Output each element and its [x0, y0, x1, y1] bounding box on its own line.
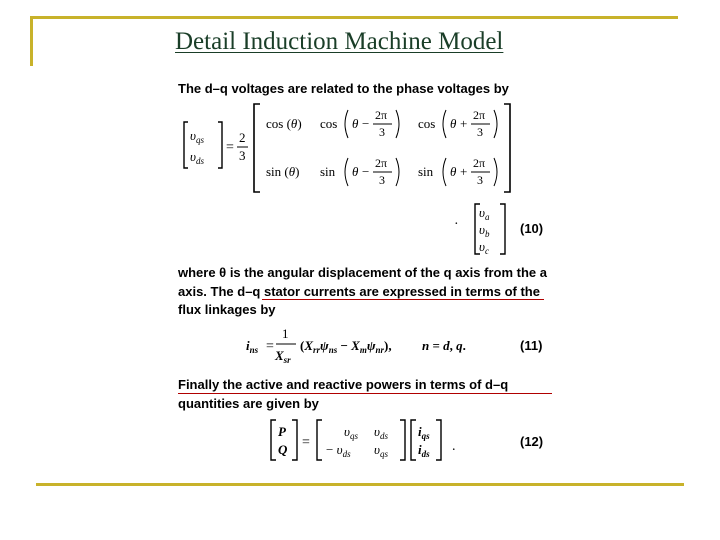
- svg-text:3: 3: [239, 148, 246, 163]
- red-underline-1: [262, 299, 544, 300]
- top-border-line: [30, 16, 678, 19]
- svg-text:(Xrrψns − Xmψnr),: $(X_{rr}\psi_{ns} - X_m\psi_{nr})$,: [300, 338, 392, 355]
- left-border-line: [30, 16, 33, 66]
- after-eq11-text: Finally the active and reactive powers in terms of d–q quantities are given by: [178, 377, 509, 411]
- eq10-rhs-vector: [475, 204, 505, 256]
- svg-text:Q: Q: [278, 442, 288, 457]
- svg-text:3: 3: [477, 125, 483, 139]
- svg-text:υds: $\upsilon_{ds}$: [190, 149, 204, 166]
- svg-text:.: .: [452, 439, 456, 454]
- svg-text:υb: $\upsilon_b$: [479, 222, 490, 239]
- svg-text:ids: $i_{ds}$: [418, 442, 430, 459]
- svg-text:θ: θ: [352, 164, 359, 179]
- svg-text:3: 3: [477, 173, 483, 187]
- svg-text:·: ·: [454, 217, 459, 232]
- svg-text:=: =: [226, 140, 234, 155]
- bottom-border-line: [36, 483, 684, 486]
- svg-text:cos: cos: [320, 116, 338, 131]
- svg-text:υa: $\upsilon_a$: [479, 205, 490, 222]
- after-eq10-text: where θ is the angular displacement of the q axis from the a axis. The d–q stator currents are expressed in terms of the flux linkages by: [178, 265, 547, 317]
- svg-text:θ: θ: [450, 116, 457, 131]
- svg-text:sin: sin: [418, 164, 434, 179]
- svg-text:=: =: [266, 339, 274, 354]
- eq12-number: (12): [520, 434, 544, 449]
- svg-text:+: +: [460, 116, 468, 131]
- svg-text:2π: 2π: [473, 156, 486, 170]
- svg-text:2π: 2π: [375, 108, 388, 122]
- svg-text:+: +: [460, 164, 468, 179]
- svg-text:sin (θ): sin (θ): [266, 164, 300, 179]
- intro-paragraph: [178, 80, 548, 99]
- svg-text:υqs: $\upsilon_{qs}$: [374, 442, 388, 459]
- svg-text:−: −: [362, 164, 370, 179]
- svg-text:θ: θ: [352, 116, 359, 131]
- intro-text: The d–q voltages are related to the phase voltages by: [178, 81, 509, 96]
- equation-10: [178, 100, 558, 260]
- eq10-factor: [237, 130, 248, 163]
- svg-text:2π: 2π: [375, 156, 388, 170]
- svg-text:P: P: [278, 424, 286, 439]
- svg-text:sin: sin: [320, 164, 336, 179]
- svg-text:−: −: [362, 116, 370, 131]
- equation-11: [178, 320, 558, 370]
- svg-text:υqs: $\upsilon_{qs}$: [190, 128, 204, 145]
- svg-text:2: 2: [239, 130, 246, 145]
- slide-title: Detail Induction Machine Model: [175, 28, 504, 55]
- svg-text:cos: cos: [418, 116, 436, 131]
- svg-text:2π: 2π: [473, 108, 486, 122]
- svg-text:3: 3: [379, 173, 385, 187]
- eq12-lhs-vector: [271, 420, 297, 460]
- equation-12: [258, 414, 558, 464]
- eq10-matrix-row-1: [266, 108, 497, 139]
- svg-text:θ: θ: [450, 164, 457, 179]
- after-eq11-paragraph: [178, 376, 548, 413]
- eq12-matrix: [317, 420, 405, 460]
- svg-text:=: =: [302, 435, 310, 450]
- after-eq10-paragraph: [178, 264, 548, 320]
- eq10-number: (10): [520, 221, 544, 236]
- eq11-number: (11): [520, 338, 543, 353]
- svg-text:3: 3: [379, 125, 385, 139]
- eq10-lhs-vector: [184, 122, 222, 168]
- svg-text:υqs: $\upsilon_{qs}$: [344, 424, 358, 441]
- svg-text:cos (θ): cos (θ): [266, 116, 302, 131]
- svg-text:n = d, q.: n = d, q.: [422, 338, 466, 353]
- svg-text:iqs: $i_{qs}$: [418, 424, 430, 441]
- svg-text:ins: $i_{ns}$: [246, 338, 259, 355]
- svg-text:υc: $\upsilon_c$: [479, 239, 489, 256]
- svg-text:υds: $\upsilon_{ds}$: [374, 424, 388, 441]
- svg-text:1: 1: [282, 326, 289, 341]
- svg-text:− υds: − $\upsilon_{ds}$: [326, 442, 351, 459]
- eq10-matrix-row-2: [266, 156, 497, 187]
- eq12-rhs-vector: [411, 420, 441, 460]
- red-underline-2: [178, 393, 552, 394]
- svg-text:Xsr: $X_{sr}$: [275, 348, 291, 365]
